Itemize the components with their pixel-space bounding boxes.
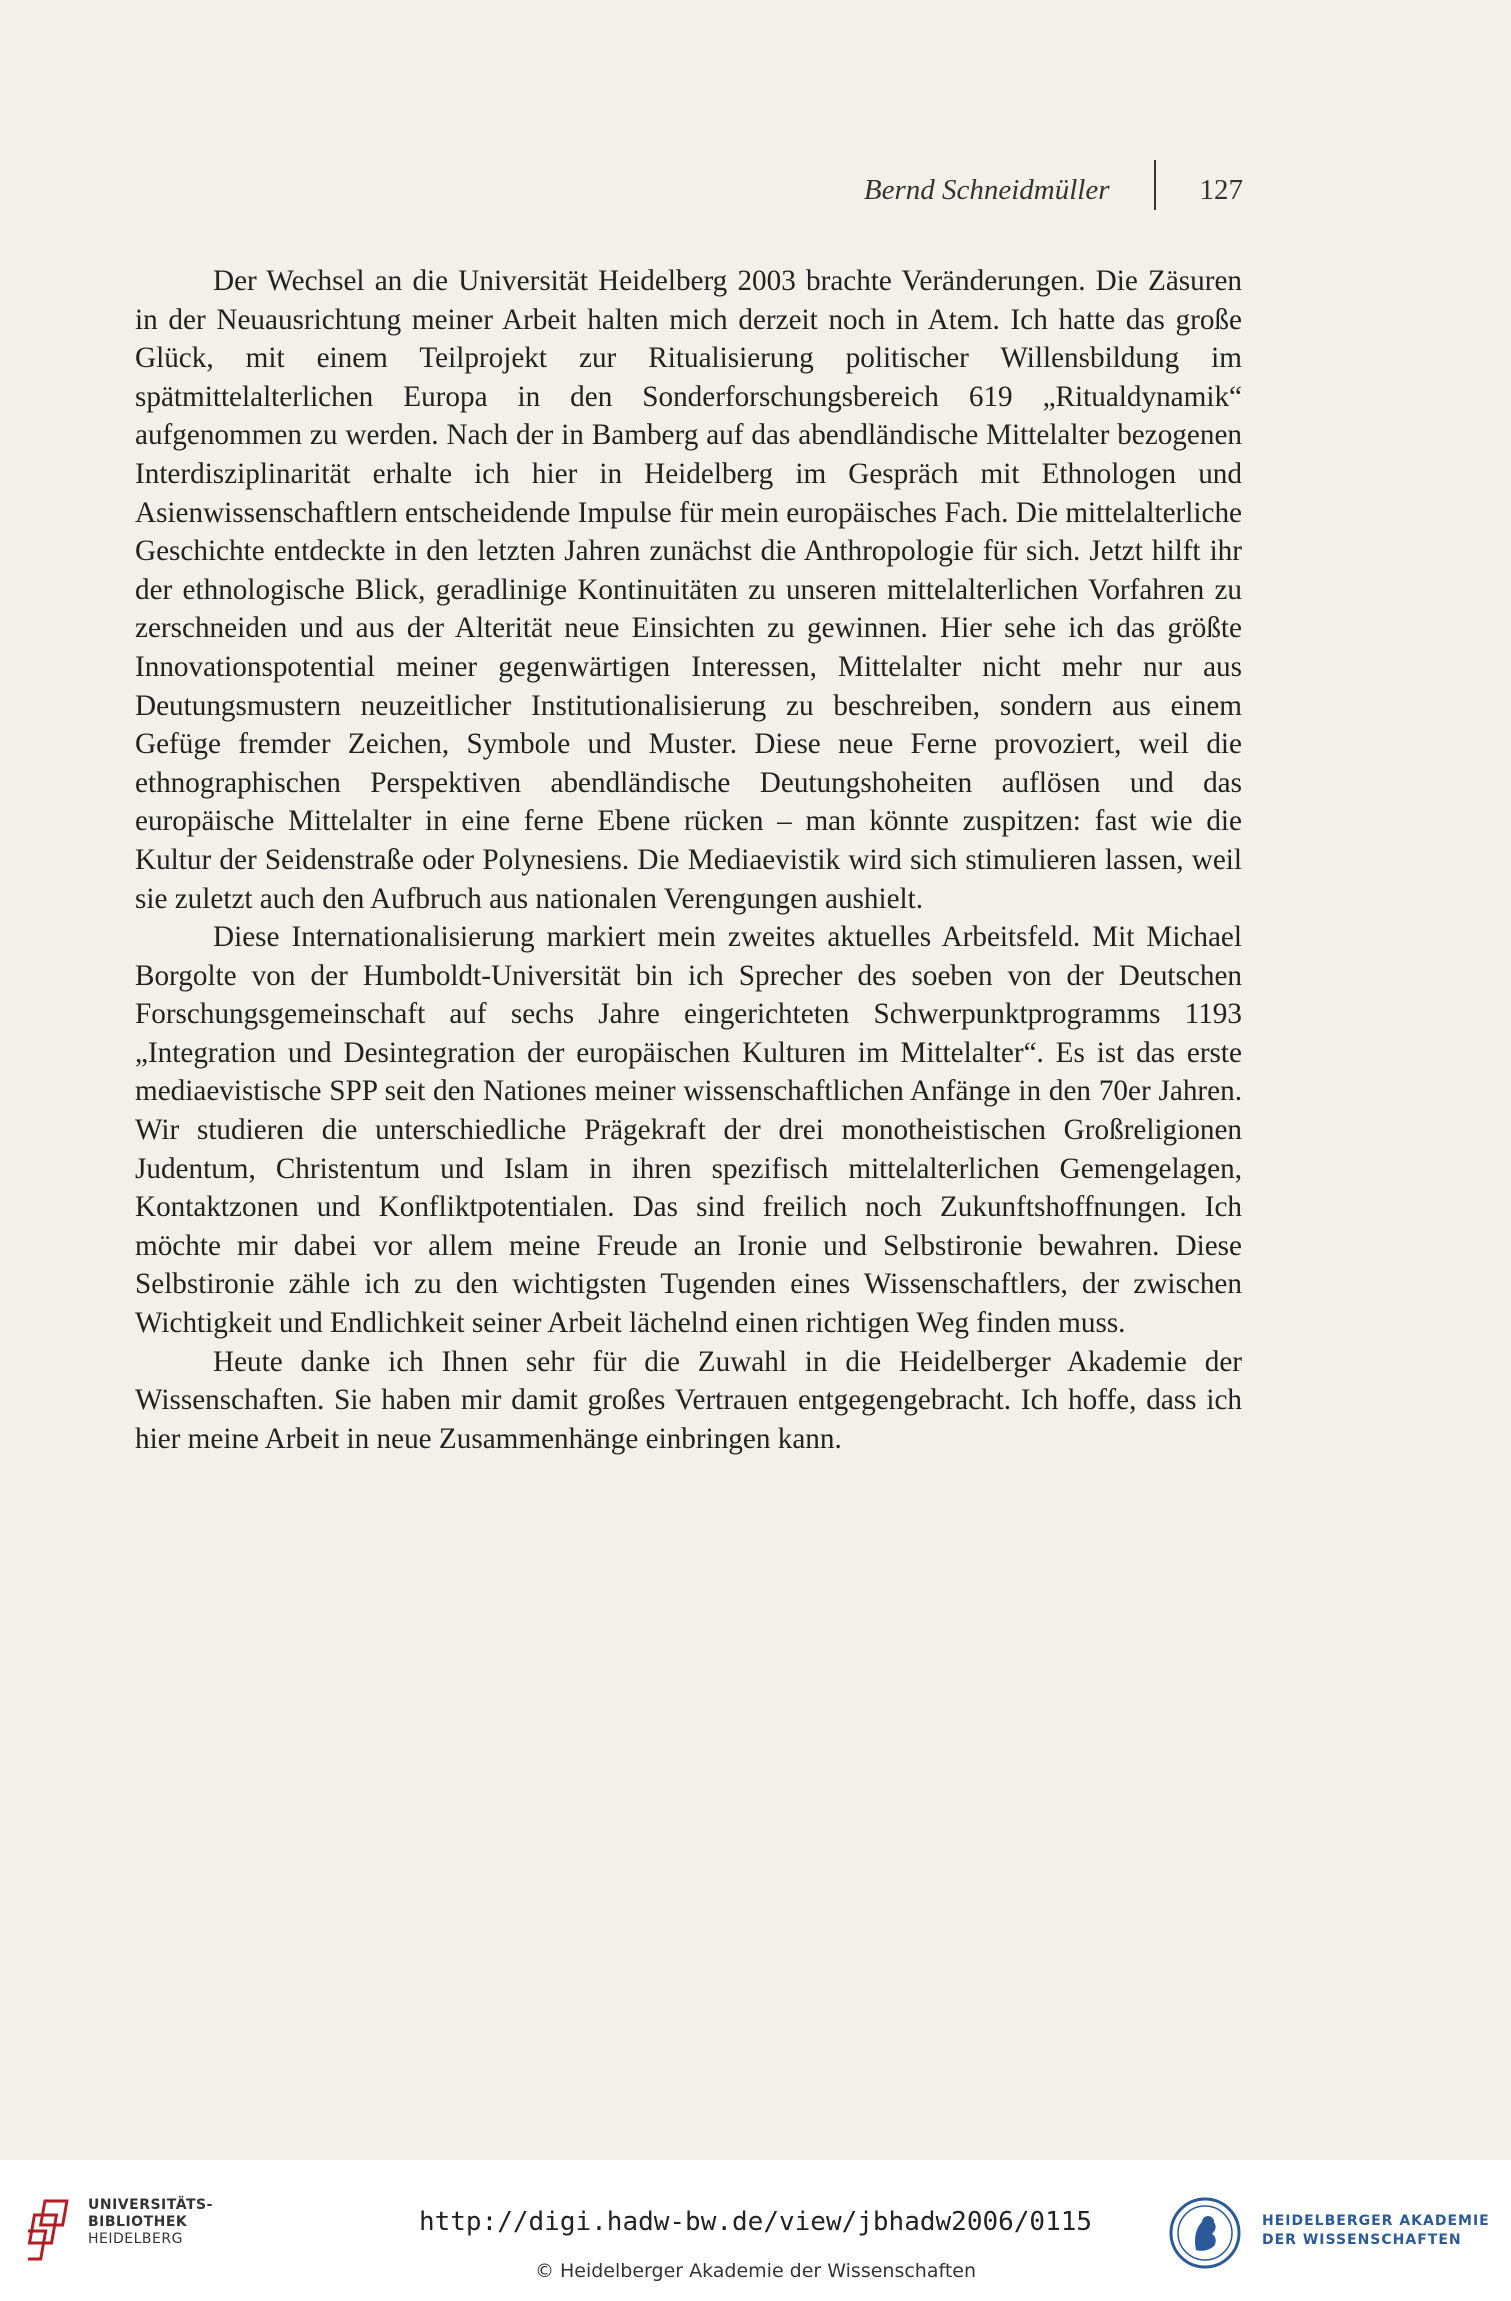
academy-line: HEIDELBERGER AKADEMIE [1262,2213,1490,2229]
paragraph: Der Wechsel an die Universität Heidelberg 2003 brachte Veränderungen. Die Zäsuren in der Neuausrichtung meiner Arbeit halten mich derzeit noch in Atem. Ich hatte das große Glück, mit einem Teilprojekt zur Ritualisierung politischer Willensbildung im spätmittelalterlichen Europa in den Sonderforschungsbereich 619 „Ritualdynamik“ aufgenommen zu werden. Nach der in Bamberg auf das abendländische Mittelalter bezogenen Interdisziplinarität erhalte ich hier in Heidelberg im Gespräch mit Ethnologen und Asienwissenschaftlern entscheidende Impulse für mein europäisches Fach. Die mittelalterliche Geschichte entdeckte in den letzten Jahren zunächst die Anthropologie für sich. Jetzt hilft ihr der ethnologische Blick, geradlinige Kontinuitäten zu unseren mittelalterlichen Vorfahren zu zerschneiden und aus der Alterität neue Einsichten zu gewinnen. Hier sehe ich das größte Innovationspotential meiner gegenwärtigen Interessen, Mittelalter nicht mehr nur aus Deutungsmustern neuzeitlicher Institutionalisierung zu beschreiben, sondern aus einem Gefüge fremder Zeichen, Symbole und Muster. Diese neue Ferne provoziert, weil die ethnographischen Perspektiven abendländische Deutungshoheiten auflösen und das europäische Mittelalter in eine ferne Ebene rücken – man könnte zuspitzen: fast wie die Kultur der Seidenstraße oder Polynesiens. Die Mediaevistik wird sich stimulieren lassen, weil sie zuletzt auch den Aufbruch aus nationalen Verengungen aushielt. [135,265,1242,915]
academy-label [1262,2212,1490,2250]
library-line: BIBLIOTHEK [88,2214,188,2230]
copyright-notice: © Heidelberger Akademie der Wissenschaften [534,2260,977,2282]
running-head [864,170,1243,210]
academy-line: DER WISSENSCHAFTEN [1262,2232,1462,2248]
body-text [135,262,1242,1458]
running-head-author: Bernd Schneidmüller [863,173,1110,206]
permalink-url[interactable]: http://digi.hadw-bw.de/view/jbhadw2006/0115 [418,2207,1093,2237]
paragraph: Heute danke ich Ihnen sehr für die Zuwahl in die Heidelberger Akademie der Wissenschaften. Sie haben mir damit großes Vertrauen entgegengebracht. Ich hoffe, dass ich hier meine Arbeit in neue Zusammenhänge einbringen kann. [135,1345,1242,1455]
page-number: 127 [1199,173,1243,206]
library-line: HEIDELBERG [88,2231,183,2247]
paragraph: Diese Internationalisierung markiert mein zweites aktuelles Arbeitsfeld. Mit Michael Borgolte von der Humboldt-Universität bin ich Sprecher des soeben von der Deutschen Forschungsgemeinschaft auf sechs Jahre eingerichteten Schwerpunktprogramms 1193 „Integration und Desintegration der europäischen Kulturen im Mittelalter“. Es ist das erste mediaevistische SPP seit den Nationes meiner wissenschaftlichen Anfänge in den 70er Jahren. Wir studieren die unterschiedliche Prägekraft der drei monotheistischen Großreligionen Judentum, Christentum und Islam in ihren spezifisch mittelalterlichen Gemengelagen, Kontaktzonen und Konfliktpotentialen. Das sind freilich noch Zukunftshoffnungen. Ich möchte mir dabei vor allem meine Freude an Ironie und Selbstironie bewahren. Diese Selbstironie zähle ich zu den wichtigsten Tugenden eines Wissenschaftlers, der zwischen Wichtigkeit und Endlichkeit seiner Arbeit lächelnd einen richtigen Weg finden muss. [135,921,1242,1340]
academy-seal-icon [1168,2196,1242,2270]
library-line: UNIVERSITÄTS- [88,2197,213,2213]
